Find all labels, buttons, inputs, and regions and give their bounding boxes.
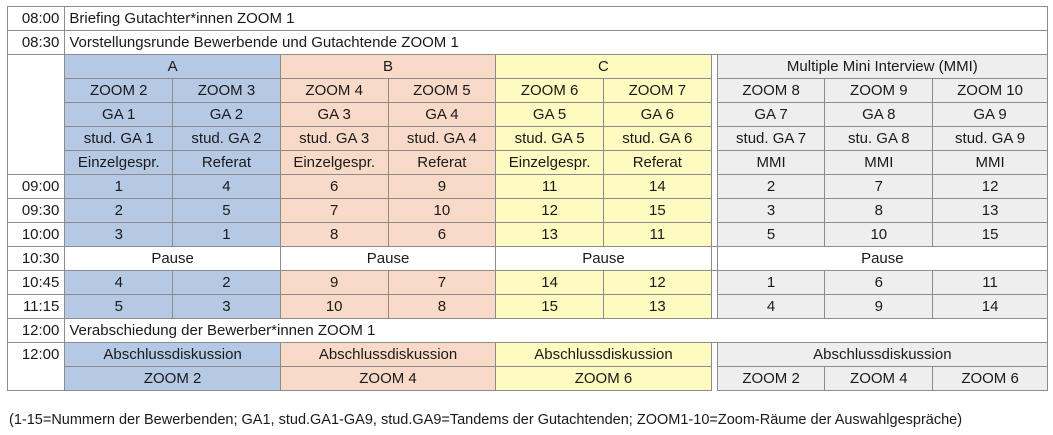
applicant-number-cell: 14 <box>496 271 604 295</box>
type-cell: MMI <box>825 151 933 175</box>
slot-row <box>8 175 1048 199</box>
intro-text: Vorstellungsrunde Bewerbende und Gutachtende ZOOM 1 <box>65 31 1048 55</box>
stud-cell: stud. GA 1 <box>65 127 173 151</box>
time-cell: 09:30 <box>8 199 65 223</box>
applicant-number-cell: 2 <box>65 199 173 223</box>
ga-row <box>8 103 1048 127</box>
pause-a: Pause <box>65 247 280 271</box>
closing-mmi-label: Abschlussdiskussion <box>717 343 1047 367</box>
applicant-number-cell: 7 <box>280 199 388 223</box>
stud-cell: stu. GA 8 <box>825 127 933 151</box>
applicant-number-cell: 11 <box>496 175 604 199</box>
intro-row <box>8 31 1048 55</box>
slot-row <box>8 271 1048 295</box>
ga-cell: GA 6 <box>603 103 711 127</box>
applicant-number-cell: 5 <box>173 199 281 223</box>
ga-cell: GA 3 <box>280 103 388 127</box>
zoom-cell: ZOOM 5 <box>388 79 496 103</box>
type-cell: Einzelgespr. <box>496 151 604 175</box>
applicant-number-cell: 11 <box>603 223 711 247</box>
applicant-number-cell: 5 <box>65 295 173 319</box>
applicant-number-cell: 9 <box>280 271 388 295</box>
type-cell: MMI <box>933 151 1048 175</box>
applicant-number-cell: 1 <box>173 223 281 247</box>
applicant-number-cell: 12 <box>603 271 711 295</box>
zoom-cell: ZOOM 9 <box>825 79 933 103</box>
applicant-number-cell: 9 <box>825 295 933 319</box>
applicant-number-cell: 4 <box>173 175 281 199</box>
zoom-cell: ZOOM 2 <box>65 79 173 103</box>
time-cell: 08:00 <box>8 7 65 31</box>
closing-a-room: ZOOM 2 <box>65 367 280 391</box>
zoom-cell: ZOOM 10 <box>933 79 1048 103</box>
time-cell: 11:15 <box>8 295 65 319</box>
applicant-number-cell: 14 <box>603 175 711 199</box>
applicant-number-cell: 2 <box>717 175 825 199</box>
slot-row <box>8 223 1048 247</box>
type-cell: MMI <box>717 151 825 175</box>
time-cell: 10:45 <box>8 271 65 295</box>
applicant-number-cell: 12 <box>933 175 1048 199</box>
applicant-number-cell: 10 <box>280 295 388 319</box>
applicant-number-cell: 2 <box>173 271 281 295</box>
time-cell: 12:00 <box>8 343 65 391</box>
applicant-number-cell: 5 <box>717 223 825 247</box>
applicant-number-cell: 4 <box>65 271 173 295</box>
ga-cell: GA 2 <box>173 103 281 127</box>
applicant-number-cell: 3 <box>173 295 281 319</box>
zoom-cell: ZOOM 3 <box>173 79 281 103</box>
briefing-text: Briefing Gutachter*innen ZOOM 1 <box>65 7 1048 31</box>
ga-cell: GA 8 <box>825 103 933 127</box>
zoom-cell: ZOOM 4 <box>280 79 388 103</box>
stud-cell: stud. GA 5 <box>496 127 604 151</box>
header-spacer <box>8 55 65 175</box>
applicant-number-cell: 15 <box>603 199 711 223</box>
applicant-number-cell: 15 <box>496 295 604 319</box>
closing-c-room: ZOOM 6 <box>496 367 711 391</box>
stud-cell: stud. GA 7 <box>717 127 825 151</box>
applicant-number-cell: 6 <box>280 175 388 199</box>
applicant-number-cell: 8 <box>825 199 933 223</box>
stud-cell: stud. GA 3 <box>280 127 388 151</box>
applicant-number-cell: 8 <box>388 295 496 319</box>
closing-b-label: Abschlussdiskussion <box>280 343 495 367</box>
time-cell: 09:00 <box>8 175 65 199</box>
stud-cell: stud. GA 4 <box>388 127 496 151</box>
pause-b: Pause <box>280 247 495 271</box>
applicant-number-cell: 13 <box>933 199 1048 223</box>
zoom-cell: ZOOM 6 <box>496 79 604 103</box>
applicant-number-cell: 3 <box>717 199 825 223</box>
stud-cell: stud. GA 6 <box>603 127 711 151</box>
type-cell: Einzelgespr. <box>280 151 388 175</box>
closing-mmi-room-2: ZOOM 4 <box>825 367 933 391</box>
type-cell: Referat <box>173 151 281 175</box>
ga-cell: GA 7 <box>717 103 825 127</box>
time-cell: 12:00 <box>8 319 65 343</box>
applicant-number-cell: 1 <box>717 271 825 295</box>
group-header-row <box>8 55 1048 79</box>
closing-b-room: ZOOM 4 <box>280 367 495 391</box>
applicant-number-cell: 13 <box>496 223 604 247</box>
applicant-number-cell: 4 <box>717 295 825 319</box>
time-cell: 10:30 <box>8 247 65 271</box>
applicant-number-cell: 9 <box>388 175 496 199</box>
closing-row <box>8 343 1048 367</box>
pause-mmi: Pause <box>717 247 1047 271</box>
ga-cell: GA 1 <box>65 103 173 127</box>
closing-a-label: Abschlussdiskussion <box>65 343 280 367</box>
applicant-number-cell: 6 <box>825 271 933 295</box>
farewell-row <box>8 319 1048 343</box>
closing-mmi-room-3: ZOOM 6 <box>933 367 1048 391</box>
type-cell: Referat <box>388 151 496 175</box>
group-mmi-header: Multiple Mini Interview (MMI) <box>717 55 1047 79</box>
ga-cell: GA 4 <box>388 103 496 127</box>
applicant-number-cell: 14 <box>933 295 1048 319</box>
applicant-number-cell: 10 <box>825 223 933 247</box>
applicant-number-cell: 7 <box>388 271 496 295</box>
group-a-header: A <box>65 55 280 79</box>
stud-cell: stud. GA 9 <box>933 127 1048 151</box>
time-cell: 08:30 <box>8 31 65 55</box>
pause-row <box>8 247 1048 271</box>
stud-row <box>8 127 1048 151</box>
applicant-number-cell: 13 <box>603 295 711 319</box>
zoom-row <box>8 79 1048 103</box>
type-row <box>8 151 1048 175</box>
group-c-header: C <box>496 55 711 79</box>
zoom-cell: ZOOM 8 <box>717 79 825 103</box>
ga-cell: GA 5 <box>496 103 604 127</box>
applicant-number-cell: 6 <box>388 223 496 247</box>
closing-c-label: Abschlussdiskussion <box>496 343 711 367</box>
briefing-row <box>8 7 1048 31</box>
applicant-number-cell: 12 <box>496 199 604 223</box>
ga-cell: GA 9 <box>933 103 1048 127</box>
closing-mmi-room-1: ZOOM 2 <box>717 367 825 391</box>
farewell-text: Verabschiedung der Bewerber*innen ZOOM 1 <box>65 319 1048 343</box>
applicant-number-cell: 8 <box>280 223 388 247</box>
type-cell: Einzelgespr. <box>65 151 173 175</box>
stud-cell: stud. GA 2 <box>173 127 281 151</box>
applicant-number-cell: 1 <box>65 175 173 199</box>
group-b-header: B <box>280 55 495 79</box>
type-cell: Referat <box>603 151 711 175</box>
applicant-number-cell: 3 <box>65 223 173 247</box>
applicant-number-cell: 11 <box>933 271 1048 295</box>
closing-room-row <box>8 367 1048 391</box>
zoom-cell: ZOOM 7 <box>603 79 711 103</box>
applicant-number-cell: 10 <box>388 199 496 223</box>
applicant-number-cell: 7 <box>825 175 933 199</box>
slot-row <box>8 295 1048 319</box>
footnote: (1-15=Nummern der Bewerbenden; GA1, stud.GA1-GA9, stud.GA9=Tandems der Gutachtenden; ZOOM1-10=Zoom-Räume der Auswahlgespräche) <box>9 412 963 428</box>
schedule-table <box>7 6 1048 391</box>
applicant-number-cell: 15 <box>933 223 1048 247</box>
pause-c: Pause <box>496 247 711 271</box>
time-cell: 10:00 <box>8 223 65 247</box>
slot-row <box>8 199 1048 223</box>
